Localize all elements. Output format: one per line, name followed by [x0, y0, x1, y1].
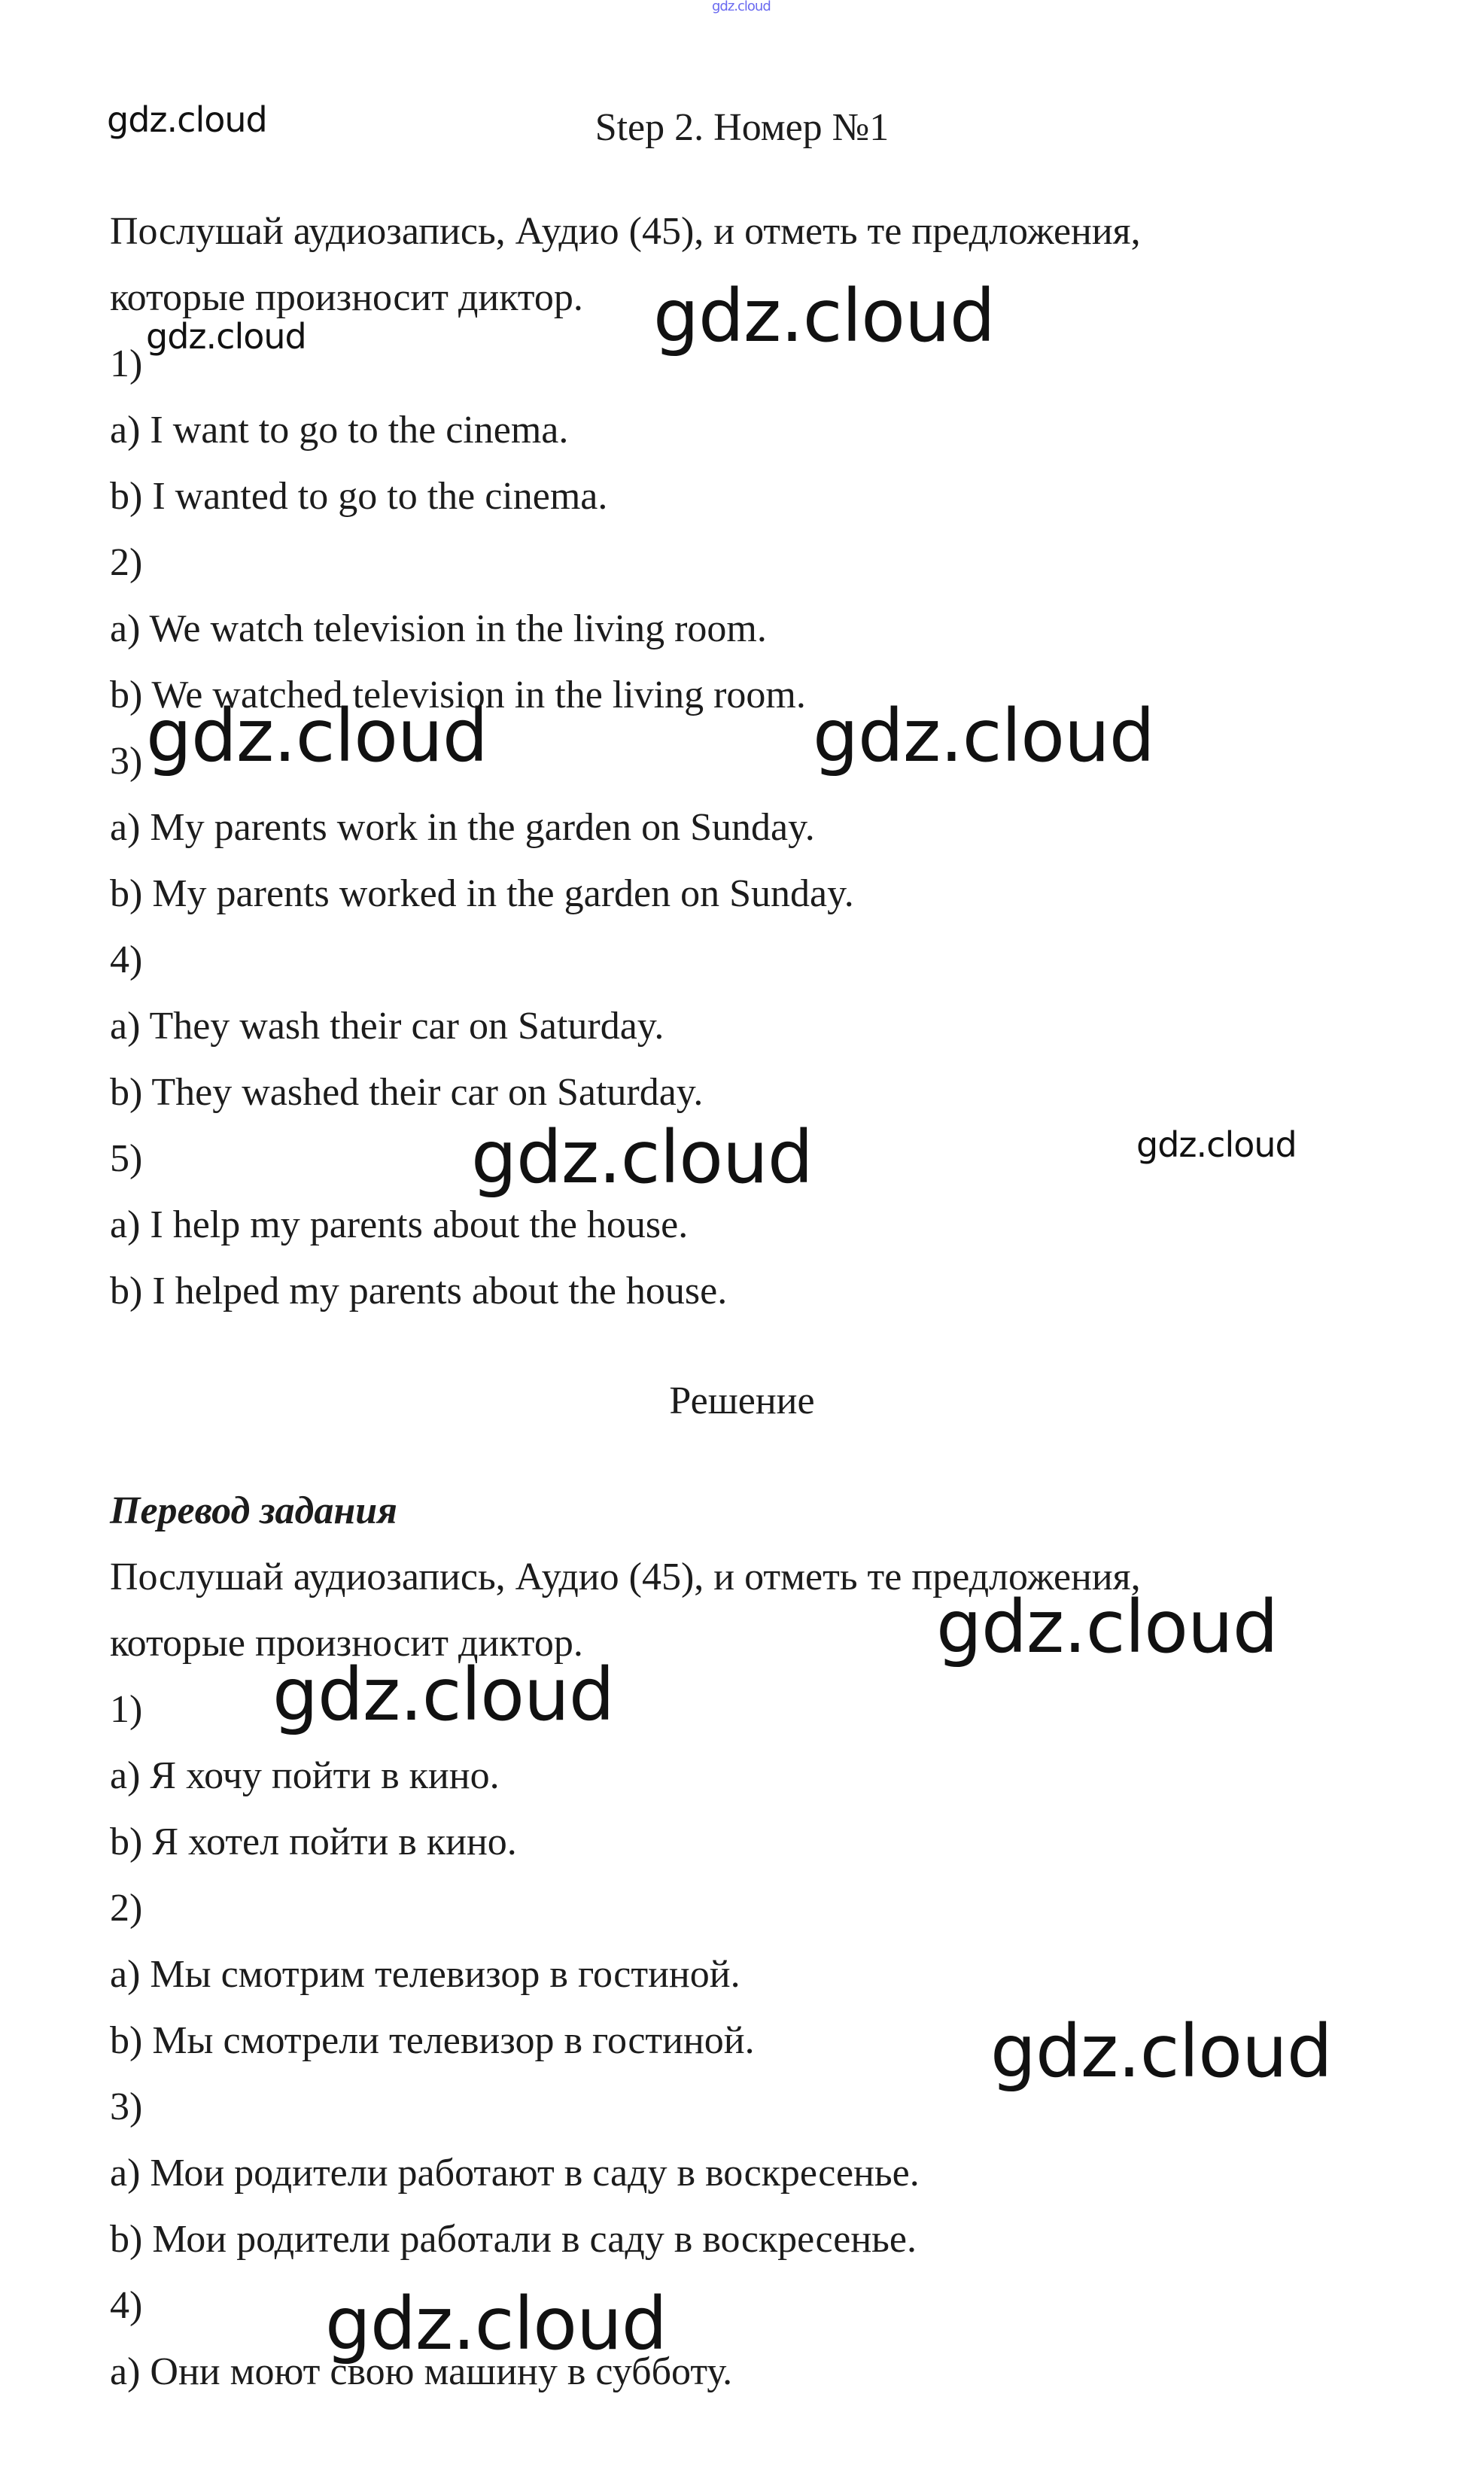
task-item-number: 2): [110, 541, 143, 584]
translation-item-number: 1): [110, 1688, 143, 1731]
translation-heading: Перевод задания: [110, 1489, 397, 1532]
page-title: Step 2. Номер №1: [595, 106, 889, 149]
translation-option-a: a) Мы смотрим телевизор в гостиной.: [110, 1953, 740, 1996]
watermark: gdz.cloud: [107, 99, 267, 140]
task-option-a: a) I want to go to the cinema.: [110, 409, 569, 452]
translation-option-a: a) Мои родители работают в саду в воскресенье.: [110, 2152, 920, 2195]
watermark: gdz.cloud: [325, 2282, 667, 2366]
task-item-number: 5): [110, 1137, 143, 1180]
task-option-b: b) We watched television in the living room.: [110, 674, 806, 716]
translation-item-number: 3): [110, 2085, 143, 2128]
task-option-a: a) My parents work in the garden on Sunday.: [110, 806, 815, 849]
translation-item-number: 2): [110, 1887, 143, 1930]
watermark: gdz.cloud: [712, 0, 771, 14]
watermark: gdz.cloud: [146, 316, 306, 357]
watermark: gdz.cloud: [471, 1115, 813, 1200]
translation-instruction-line2: которые произносит диктор.: [110, 1622, 583, 1665]
watermark: gdz.cloud: [936, 1585, 1278, 1669]
task-instruction-line2: которые произносит диктор.: [110, 276, 583, 319]
solution-heading: Решение: [669, 1379, 815, 1422]
task-option-b: b) I wanted to go to the cinema.: [110, 475, 608, 518]
task-item-number: 4): [110, 938, 143, 981]
task-option-b: b) My parents worked in the garden on Sunday.: [110, 872, 854, 915]
translation-option-b: b) Я хотел пойти в кино.: [110, 1820, 517, 1863]
task-option-a: a) They wash their car on Saturday.: [110, 1005, 664, 1048]
translation-instruction-line1: Послушай аудиозапись, Аудио (45), и отметь те предложения,: [110, 1556, 1141, 1598]
task-item-number: 3): [110, 740, 143, 783]
watermark: gdz.cloud: [813, 694, 1154, 778]
task-option-b: b) They washed their car on Saturday.: [110, 1071, 704, 1114]
task-option-b: b) I helped my parents about the house.: [110, 1270, 728, 1313]
task-option-a: a) We watch television in the living room.: [110, 607, 767, 650]
watermark: gdz.cloud: [990, 2009, 1332, 2094]
task-option-a: a) I help my parents about the house.: [110, 1203, 689, 1246]
task-instruction-line1: Послушай аудиозапись, Аудио (45), и отметь те предложения,: [110, 210, 1141, 253]
watermark: gdz.cloud: [272, 1653, 614, 1737]
task-item-number: 1): [110, 342, 143, 385]
watermark: gdz.cloud: [146, 694, 488, 778]
translation-item-number: 4): [110, 2284, 143, 2327]
watermark: gdz.cloud: [1136, 1124, 1297, 1165]
translation-option-a: a) Они моют свою машину в субботу.: [110, 2350, 733, 2393]
translation-option-a: a) Я хочу пойти в кино.: [110, 1754, 500, 1797]
translation-option-b: b) Мы смотрели телевизор в гостиной.: [110, 2019, 755, 2062]
translation-option-b: b) Мои родители работали в саду в воскресенье.: [110, 2218, 917, 2261]
watermark: gdz.cloud: [653, 274, 995, 358]
